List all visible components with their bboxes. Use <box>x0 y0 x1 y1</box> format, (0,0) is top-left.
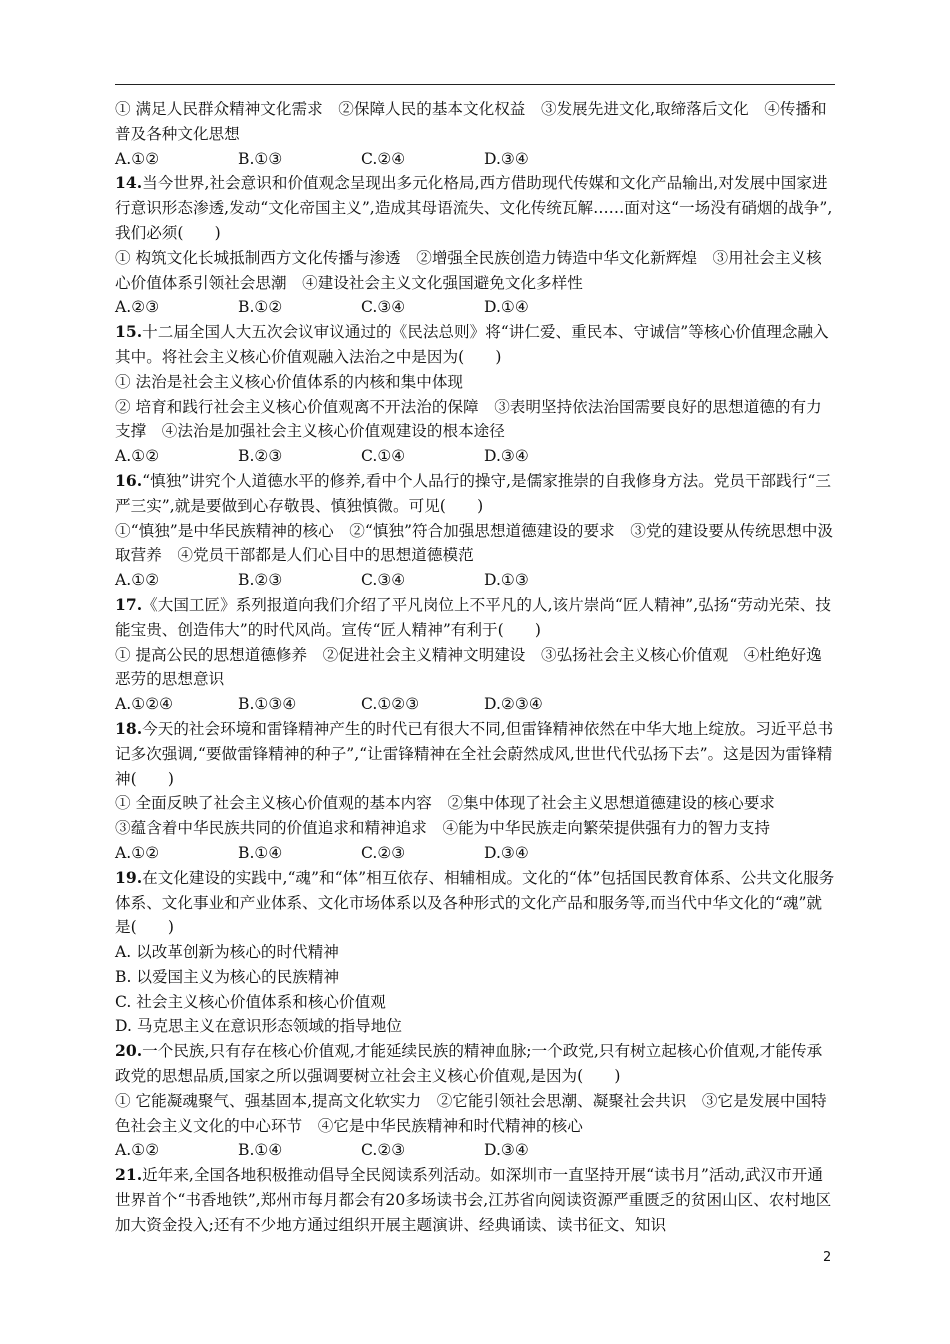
question-item-line: ① 全面反映了社会主义核心价值观的基本内容 ②集中体现了社会主义思想道德建设的核心要求 <box>115 794 775 813</box>
answer-options <box>115 692 837 717</box>
question-stem: 当今世界,社会意识和价值观念呈现出多元化格局,西方借助现代传媒和文化产品输出,对发展中国家进行意识形态渗透,发动“文化帝国主义”,造成其母语流失、文化传统瓦解……面对这“一场没有硝烟的战争”,我们必须( ) <box>115 174 833 242</box>
answer-option: A.①② <box>115 447 160 466</box>
answer-options <box>115 444 837 469</box>
answer-option: C.③④ <box>361 571 406 590</box>
question-stem: 在文化建设的实践中,“魂”和“体”相互依存、相辅相成。文化的“体”包括国民教育体系、公共文化服务体系、文化事业和产业体系、文化市场体系以及各种形式的文化产品和服务等,而当代中华文化的“魂”就是( ) <box>115 868 835 937</box>
answer-option: C.②③ <box>361 843 406 862</box>
answer-option: D.③④ <box>484 843 529 862</box>
question-number: 14. <box>115 173 143 193</box>
answer-option: D.①③ <box>484 571 529 590</box>
answer-option: B.①③④ <box>238 695 297 714</box>
answer-options <box>115 295 837 320</box>
question-item-line: ① 构筑文化长城抵制西方文化传播与渗透 ②增强全民族创造力铸造中华文化新辉煌 ③用社会主义核心价值体系引领社会思潮 ④建设社会主义文化强国避免文化多样性 <box>115 248 822 292</box>
question-block <box>115 469 837 593</box>
question-block <box>115 866 837 1040</box>
question-stem-line <box>115 717 837 791</box>
question-item-line: ① 提高公民的思想道德修养 ②促进社会主义精神文明建设 ③弘扬社会主义核心价值观 ④杜绝好逸恶劳的思想意识 <box>115 645 822 689</box>
question-list <box>115 171 837 1237</box>
question-block <box>115 1163 837 1237</box>
question-item-line: C. 社会主义核心价值体系和核心价值观 <box>115 992 386 1011</box>
question-stem-line <box>115 1039 837 1089</box>
question-stem: 一个民族,只有存在核心价值观,才能延续民族的精神血脉;一个政党,只有树立起核心价值观,才能传承政党的思想品质,国家之所以强调要树立社会主义核心价值观,是因为( ) <box>115 1042 823 1086</box>
page-number: 2 <box>823 1250 832 1265</box>
question-number: 18. <box>115 718 143 738</box>
question-stem: 近年来,全国各地积极推动倡导全民阅读系列活动。如深圳市一直坚持开展“读书月”活动,武汉市开通世界首个“书香地铁”,郑州市每月都会有20多场读书会,江苏省向阅读资源严重匮乏的贫困山区、农村地区加大资金投入;还有不少地方通过组织开展主题演讲、经典诵读、读书征文、知识 <box>115 1166 832 1234</box>
question-number: 20. <box>115 1041 143 1061</box>
answer-option: D.③④ <box>484 1141 529 1160</box>
question-block <box>115 717 837 866</box>
answer-option: B.①④ <box>238 843 283 862</box>
answer-option: B.①③ <box>238 149 283 168</box>
answer-options <box>115 841 837 866</box>
question-stem: 《大国工匠》系列报道向我们介绍了平凡岗位上不平凡的人,该片崇尚“匠人精神”,弘扬“劳动光荣、技能宝贵、创造伟大”的时代风尚。宣传“匠人精神”有利于( ) <box>115 595 831 639</box>
question-item-line: ③蕴含着中华民族共同的价值追求和精神追求 ④能为中华民族走向繁荣提供强有力的智力支持 <box>115 819 770 838</box>
question-block <box>115 171 837 320</box>
question-stem: “慎独”讲究个人道德水平的修养,看中个人品行的操守,是儒家推崇的自我修身方法。党员干部践行“三严三实”,就是要做到心存敬畏、慎独慎微。可见( ) <box>115 471 831 515</box>
answer-option: B.②③ <box>238 447 283 466</box>
answer-option: B.①④ <box>238 1141 283 1160</box>
question-item-line: ① 它能凝魂聚气、强基固本,提高文化软实力 ②它能引领社会思潮、凝聚社会共识 ③它是发展中国特色社会主义文化的中心环节 ④它是中华民族精神和时代精神的核心 <box>115 1091 827 1135</box>
question-stem-line <box>115 866 837 940</box>
answer-options <box>115 1138 837 1163</box>
answer-option: C.②④ <box>361 149 406 168</box>
answer-option: C.②③ <box>361 1141 406 1160</box>
answer-options <box>115 147 837 172</box>
question-item-line: ①“慎独”是中华民族精神的核心 ②“慎独”符合加强思想道德建设的要求 ③党的建设要从传统思想中汲取营养 ④党员干部都是人们心目中的思想道德模范 <box>115 521 834 565</box>
question-block <box>115 1039 837 1163</box>
question-number: 19. <box>115 867 143 887</box>
answer-option: A.①② <box>115 149 160 168</box>
question-content <box>115 97 837 1238</box>
question-item-line: B. 以爱国主义为核心的民族精神 <box>115 967 340 986</box>
answer-option: A.①② <box>115 1141 160 1160</box>
question-item-line: A. 以改革创新为核心的时代精神 <box>115 943 339 962</box>
answer-option: A.②③ <box>115 298 160 317</box>
answer-option: D.①④ <box>484 298 529 317</box>
header-rule <box>115 84 835 85</box>
question-stem-line <box>115 171 837 245</box>
question-stem-line <box>115 593 837 643</box>
question-stem: 十二届全国人大五次会议审议通过的《民法总则》将“讲仁爱、重民本、守诚信”等核心价值理念融入其中。将社会主义核心价值观融入法治之中是因为( ) <box>115 323 829 366</box>
question-stem-line <box>115 469 837 519</box>
answer-option: B.②③ <box>238 571 283 590</box>
answer-option: A.①② <box>115 571 160 590</box>
answer-option: A.①②④ <box>115 695 174 714</box>
answer-options <box>115 568 837 593</box>
question-number: 15. <box>115 322 143 342</box>
question-item-line: ① 法治是社会主义核心价值体系的内核和集中体现 <box>115 372 464 391</box>
question-number: 17. <box>115 594 143 614</box>
answer-option: B.①② <box>238 298 283 317</box>
answer-option: D.③④ <box>484 447 529 466</box>
answer-option: D.③④ <box>484 149 529 168</box>
question-number: 16. <box>115 470 143 490</box>
question-block <box>115 593 837 717</box>
question-stem: 今天的社会环境和雷锋精神产生的时代已有很大不同,但雷锋精神依然在中华大地上绽放。习近平总书记多次强调,“要做雷锋精神的种子”,“让雷锋精神在全社会蔚然成风,世世代代弘扬下去”。这是因为雷锋精神( ) <box>115 719 834 788</box>
answer-option: C.③④ <box>361 298 406 317</box>
answer-option: A.①② <box>115 843 160 862</box>
answer-option: C.①④ <box>361 447 406 466</box>
answer-option: C.①②③ <box>361 695 420 714</box>
question-stem-line <box>115 1163 837 1237</box>
question-stem-line <box>115 320 837 370</box>
question-block <box>115 320 837 469</box>
question-item-line: D. 马克思主义在意识形态领域的指导地位 <box>115 1017 402 1036</box>
question-number: 21. <box>115 1165 143 1185</box>
question-item-line: ② 培育和践行社会主义核心价值观离不开法治的保障 ③表明坚持依法治国需要良好的思想道德的有力支撑 ④法治是加强社会主义核心价值观建设的根本途径 <box>115 397 822 441</box>
question-13-continuation <box>115 97 837 171</box>
question-item-line: ① 满足人民群众精神文化需求 ②保障人民的基本文化权益 ③发展先进文化,取缔落后文化 ④传播和普及各种文化思想 <box>115 100 827 143</box>
answer-option: D.②③④ <box>484 695 543 714</box>
